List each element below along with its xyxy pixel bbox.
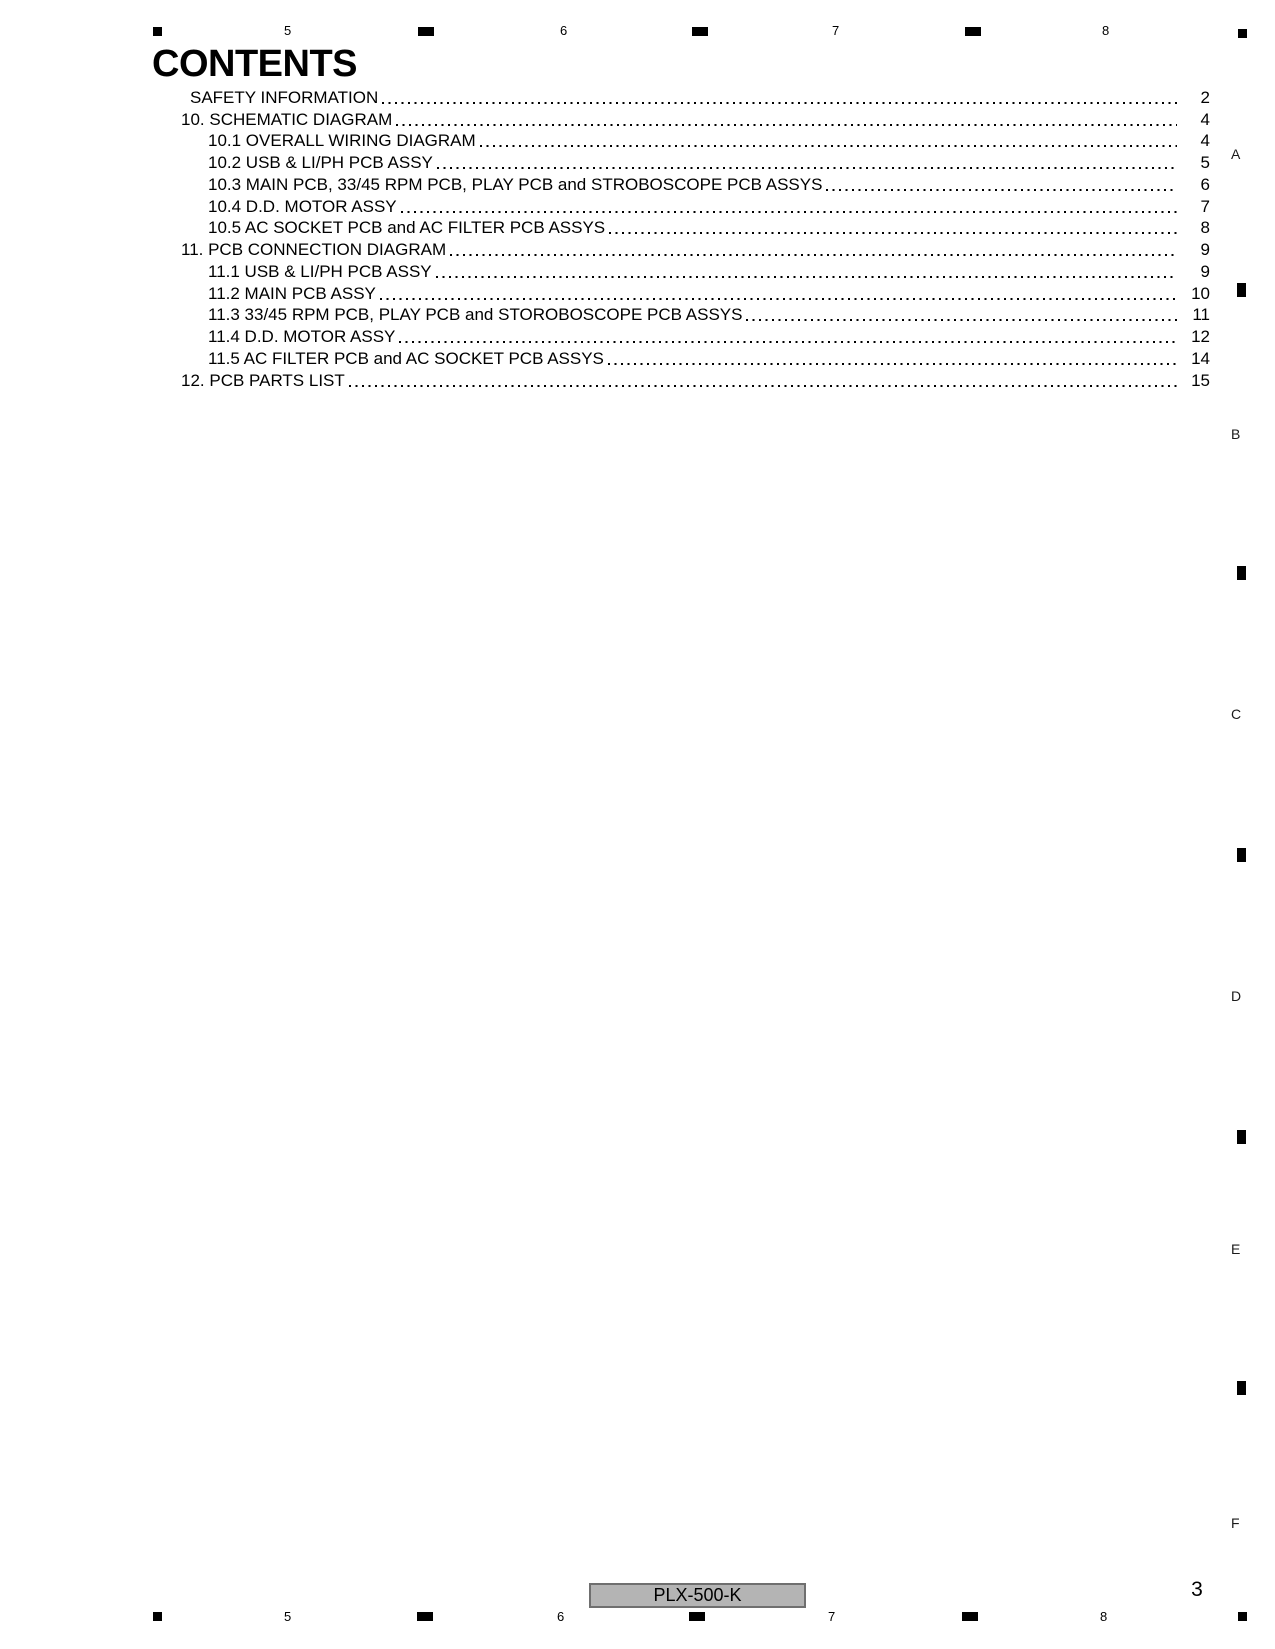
grid-letter: D: [1231, 988, 1242, 1004]
registration-vbar-icon: [1237, 848, 1246, 862]
toc-entry-page: 7: [1200, 196, 1210, 216]
dot-leader: [380, 298, 1177, 300]
toc-entry: [150, 130, 1210, 152]
toc-entry: [150, 195, 1210, 217]
ruler-number-top: 5: [284, 23, 292, 38]
dot-leader: [349, 385, 1177, 387]
toc-entry-page: 9: [1200, 261, 1210, 281]
registration-bar-icon: [962, 1612, 978, 1621]
toc-entry: [150, 304, 1210, 326]
ruler-number-bottom: 5: [284, 1609, 292, 1624]
toc-entry: [150, 369, 1210, 391]
page-number: 3: [1191, 1578, 1203, 1601]
ruler-number-bottom: 8: [1100, 1609, 1108, 1624]
toc-entry-label: 11.2 MAIN PCB ASSY: [208, 283, 376, 303]
dot-leader: [746, 319, 1177, 321]
toc-entry-label: 10.5 AC SOCKET PCB and AC FILTER PCB ASSYS: [208, 218, 606, 238]
registration-square-icon: [153, 27, 162, 36]
dot-leader: [437, 167, 1177, 169]
toc-entry-label: 11.5 AC FILTER PCB and AC SOCKET PCB ASSYS: [208, 348, 604, 368]
toc-entry-label: 12. PCB PARTS LIST: [181, 370, 345, 390]
registration-bar-icon: [965, 27, 981, 36]
ruler-number-bottom: 6: [557, 1609, 565, 1624]
registration-square-icon: [153, 1612, 162, 1621]
registration-bar-icon: [418, 27, 434, 36]
ruler-number-bottom: 7: [828, 1609, 836, 1624]
toc-entry-label: 11. PCB CONNECTION DIAGRAM: [181, 240, 447, 259]
toc-entry-label: 10.4 D.D. MOTOR ASSY: [208, 196, 397, 216]
dot-leader: [396, 124, 1177, 126]
toc-entry-label: SAFETY INFORMATION: [190, 87, 379, 107]
dot-leader: [436, 276, 1177, 278]
registration-square-icon: [1238, 29, 1247, 38]
toc-entry: [150, 86, 1210, 108]
ruler-number-top: 7: [832, 23, 840, 38]
toc-entry-label: 11.4 D.D. MOTOR ASSY: [208, 327, 396, 346]
toc-entry-label: 10. SCHEMATIC DIAGRAM: [181, 109, 393, 129]
dot-leader: [609, 232, 1177, 234]
toc-entry-page: 9: [1200, 240, 1210, 259]
registration-vbar-icon: [1237, 283, 1246, 297]
dot-leader: [608, 363, 1177, 365]
toc-entry-page: 11: [1192, 305, 1210, 325]
toc-entry: [150, 238, 1210, 260]
toc-entry: [150, 282, 1210, 304]
page-title: CONTENTS: [152, 43, 357, 85]
toc-entry: [150, 108, 1210, 130]
toc-entry-label: 10.2 USB & LI/PH PCB ASSY: [208, 153, 433, 172]
toc-entry-label: 10.1 OVERALL WIRING DIAGRAM: [208, 131, 476, 151]
dot-leader: [826, 189, 1177, 191]
dot-leader: [450, 254, 1177, 256]
toc-entry: [150, 260, 1210, 282]
registration-bar-icon: [692, 27, 708, 36]
dot-leader: [480, 145, 1177, 147]
dot-leader: [401, 211, 1177, 213]
toc-entry-page: 8: [1200, 218, 1210, 238]
toc-entry-page: 12: [1191, 327, 1210, 346]
toc-entry-label: 11.1 USB & LI/PH PCB ASSY: [208, 261, 432, 281]
registration-square-icon: [1238, 1612, 1247, 1621]
table-of-contents: [150, 86, 1210, 391]
registration-vbar-icon: [1237, 1130, 1246, 1144]
registration-vbar-icon: [1237, 566, 1246, 580]
grid-letter: A: [1231, 146, 1241, 162]
toc-entry-page: 10: [1191, 283, 1210, 303]
grid-letter: E: [1231, 1241, 1241, 1257]
toc-entry-page: 15: [1191, 370, 1210, 390]
registration-bar-icon: [689, 1612, 705, 1621]
registration-bar-icon: [417, 1612, 433, 1621]
dot-leader: [399, 341, 1177, 343]
grid-letter: B: [1231, 426, 1241, 442]
toc-entry: [150, 151, 1210, 173]
toc-entry: [150, 347, 1210, 369]
toc-entry-page: 14: [1191, 348, 1210, 368]
registration-vbar-icon: [1237, 1381, 1246, 1395]
dot-leader: [382, 102, 1177, 104]
ruler-number-top: 8: [1102, 23, 1110, 38]
model-badge: PLX-500-K: [589, 1583, 806, 1608]
grid-letter: F: [1231, 1515, 1240, 1531]
grid-letter: C: [1231, 706, 1242, 722]
toc-entry-page: 5: [1200, 153, 1210, 172]
toc-entry: [150, 217, 1210, 239]
toc-entry: [150, 173, 1210, 195]
toc-entry-page: 2: [1200, 87, 1210, 107]
toc-entry-page: 6: [1200, 174, 1210, 194]
toc-entry-label: 10.3 MAIN PCB, 33/45 RPM PCB, PLAY PCB and STROBOSCOPE PCB ASSYS: [208, 174, 823, 194]
toc-entry-page: 4: [1200, 131, 1210, 151]
toc-entry-label: 11.3 33/45 RPM PCB, PLAY PCB and STOROBOSCOPE PCB ASSYS: [208, 305, 743, 325]
toc-entry: [150, 325, 1210, 347]
toc-entry-page: 4: [1200, 109, 1210, 129]
ruler-number-top: 6: [560, 23, 568, 38]
